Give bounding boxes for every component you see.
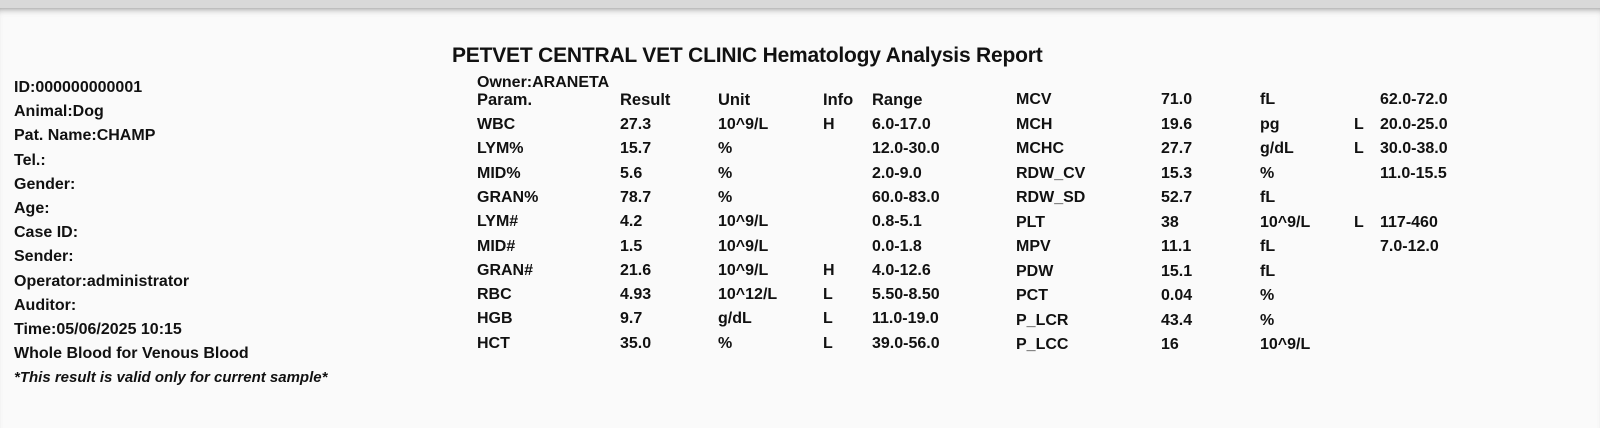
results-right-unit: fL <box>1260 189 1276 206</box>
results-left-result: 35.0 <box>620 334 652 352</box>
patient-operator: Operator:administrator <box>14 272 190 290</box>
results-left-param: GRAN# <box>477 261 534 279</box>
results-right-info: L <box>1354 115 1364 133</box>
results-left-result: 4.2 <box>620 213 643 231</box>
results-right-param: MPV <box>1016 238 1051 255</box>
results-left-result: 5.6 <box>620 164 643 182</box>
results-left-param: WBC <box>477 116 516 133</box>
results-right-result: 52.7 <box>1161 189 1193 206</box>
results-left-result: 21.6 <box>620 261 652 279</box>
header-unit: Unit <box>718 91 751 109</box>
header-result: Result <box>620 91 671 109</box>
results-left-result: 1.5 <box>620 237 643 255</box>
results-right-unit: 10^9/L <box>1260 213 1311 231</box>
results-left-param: HCT <box>477 334 510 352</box>
header-info: Info <box>823 91 854 109</box>
results-right-unit: % <box>1260 287 1275 304</box>
results-left-unit: 10^9/L <box>718 237 769 255</box>
results-right-result: 43.4 <box>1161 311 1193 329</box>
results-right-param: MCH <box>1016 115 1053 133</box>
results-right-param: MCV <box>1016 91 1052 108</box>
results-left-unit: % <box>718 140 733 158</box>
header-range: Range <box>872 91 923 109</box>
results-left-result: 27.3 <box>620 116 652 133</box>
results-left-range: 2.0-9.0 <box>872 164 922 182</box>
results-left-unit: 10^12/L <box>718 286 778 304</box>
patient-time: Time:05/06/2025 10:15 <box>14 320 182 338</box>
header-param: Param. <box>477 91 533 109</box>
results-right-result: 38 <box>1161 213 1179 231</box>
patient-auditor: Auditor: <box>14 296 77 314</box>
results-right-param: MCHC <box>1016 140 1064 157</box>
results-left-range: 4.0-12.6 <box>872 261 931 279</box>
results-right-range: 117-460 <box>1380 213 1438 231</box>
results-right-info: L <box>1354 140 1364 157</box>
results-left-info: L <box>823 286 833 304</box>
results-left-info: H <box>823 261 835 279</box>
results-left-range: 6.0-17.0 <box>872 116 931 133</box>
results-right-range: 30.0-38.0 <box>1380 140 1448 157</box>
results-left-result: 9.7 <box>620 310 643 328</box>
results-right-result: 27.7 <box>1161 140 1193 157</box>
results-left-range: 39.0-56.0 <box>872 334 940 352</box>
results-right-unit: 10^9/L <box>1260 336 1311 353</box>
results-right-result: 0.04 <box>1161 287 1193 304</box>
results-right-param: PLT <box>1016 213 1046 231</box>
results-left-result: 15.7 <box>620 140 652 158</box>
sample-type: Whole Blood for Venous Blood <box>14 345 249 363</box>
patient-name: Pat. Name:CHAMP <box>14 127 156 145</box>
results-left-range: 11.0-19.0 <box>872 310 939 328</box>
results-right-result: 19.6 <box>1161 115 1193 133</box>
owner-label: Owner:ARANETA <box>477 74 610 91</box>
results-left-info: L <box>823 310 833 328</box>
results-left-unit: % <box>718 188 733 206</box>
patient-sender: Sender: <box>14 248 74 266</box>
results-right-unit: fL <box>1260 91 1276 108</box>
report-title: PETVET CENTRAL VET CLINIC Hematology Analysis Report <box>452 44 1043 67</box>
results-left-param: MID% <box>477 164 521 182</box>
results-left-range: 60.0-83.0 <box>872 188 940 206</box>
results-right-result: 71.0 <box>1161 91 1193 108</box>
results-right-param: RDW_SD <box>1016 189 1086 206</box>
results-left-param: HGB <box>477 310 513 328</box>
results-left-unit: g/dL <box>718 310 752 328</box>
report-paper <box>0 8 1600 428</box>
results-right-result: 15.1 <box>1161 262 1193 280</box>
results-left-range: 0.0-1.8 <box>872 237 922 255</box>
results-right-unit: pg <box>1260 115 1280 133</box>
patient-info <box>14 76 327 390</box>
results-right-range: 11.0-15.5 <box>1380 164 1447 182</box>
results-right-param: P_LCC <box>1016 336 1069 353</box>
results-right-range: 20.0-25.0 <box>1380 115 1448 133</box>
results-left-param: MID# <box>477 237 516 255</box>
patient-case-id: Case ID: <box>14 224 79 242</box>
results-right-result: 16 <box>1161 336 1179 353</box>
results-left-param: LYM# <box>477 213 519 231</box>
results-left-range: 12.0-30.0 <box>872 140 940 158</box>
results-right-param: P_LCR <box>1016 311 1069 329</box>
results-left-unit: 10^9/L <box>718 213 769 231</box>
patient-gender: Gender: <box>14 175 76 193</box>
validity-note: *This result is valid only for current sample* <box>14 369 328 387</box>
results-right-result: 15.3 <box>1161 164 1193 182</box>
results-right-param: RDW_CV <box>1016 164 1086 182</box>
results-right-range: 62.0-72.0 <box>1380 91 1448 108</box>
results-right-param: PDW <box>1016 262 1054 280</box>
results-right-info: L <box>1354 213 1364 231</box>
results-right-range: 7.0-12.0 <box>1380 238 1439 255</box>
results-left-unit: 10^9/L <box>718 116 769 133</box>
results-left-range: 0.8-5.1 <box>872 213 922 231</box>
results-left-unit: 10^9/L <box>718 261 769 279</box>
results-left-info: L <box>823 334 833 352</box>
patient-age: Age: <box>14 199 50 217</box>
patient-id: ID:000000000001 <box>14 79 143 96</box>
results-right-unit: % <box>1260 164 1275 182</box>
results-left-param: RBC <box>477 286 512 304</box>
patient-tel: Tel.: <box>14 151 46 169</box>
results-right-unit: fL <box>1260 262 1276 280</box>
results-left-info: H <box>823 116 835 133</box>
results-right-unit: g/dL <box>1260 140 1294 157</box>
results-left-range: 5.50-8.50 <box>872 286 940 304</box>
results-left-result: 4.93 <box>620 286 652 304</box>
results-right-unit: % <box>1260 311 1275 329</box>
results-left-unit: % <box>718 334 733 352</box>
results-right-result: 11.1 <box>1161 238 1192 255</box>
results-right-unit: fL <box>1260 238 1276 255</box>
results-left-param: LYM% <box>477 140 524 158</box>
results-left-unit: % <box>718 164 733 182</box>
results-left-result: 78.7 <box>620 188 652 206</box>
results-left-param: GRAN% <box>477 188 539 206</box>
patient-animal: Animal:Dog <box>14 103 104 121</box>
results-right-param: PCT <box>1016 287 1048 304</box>
